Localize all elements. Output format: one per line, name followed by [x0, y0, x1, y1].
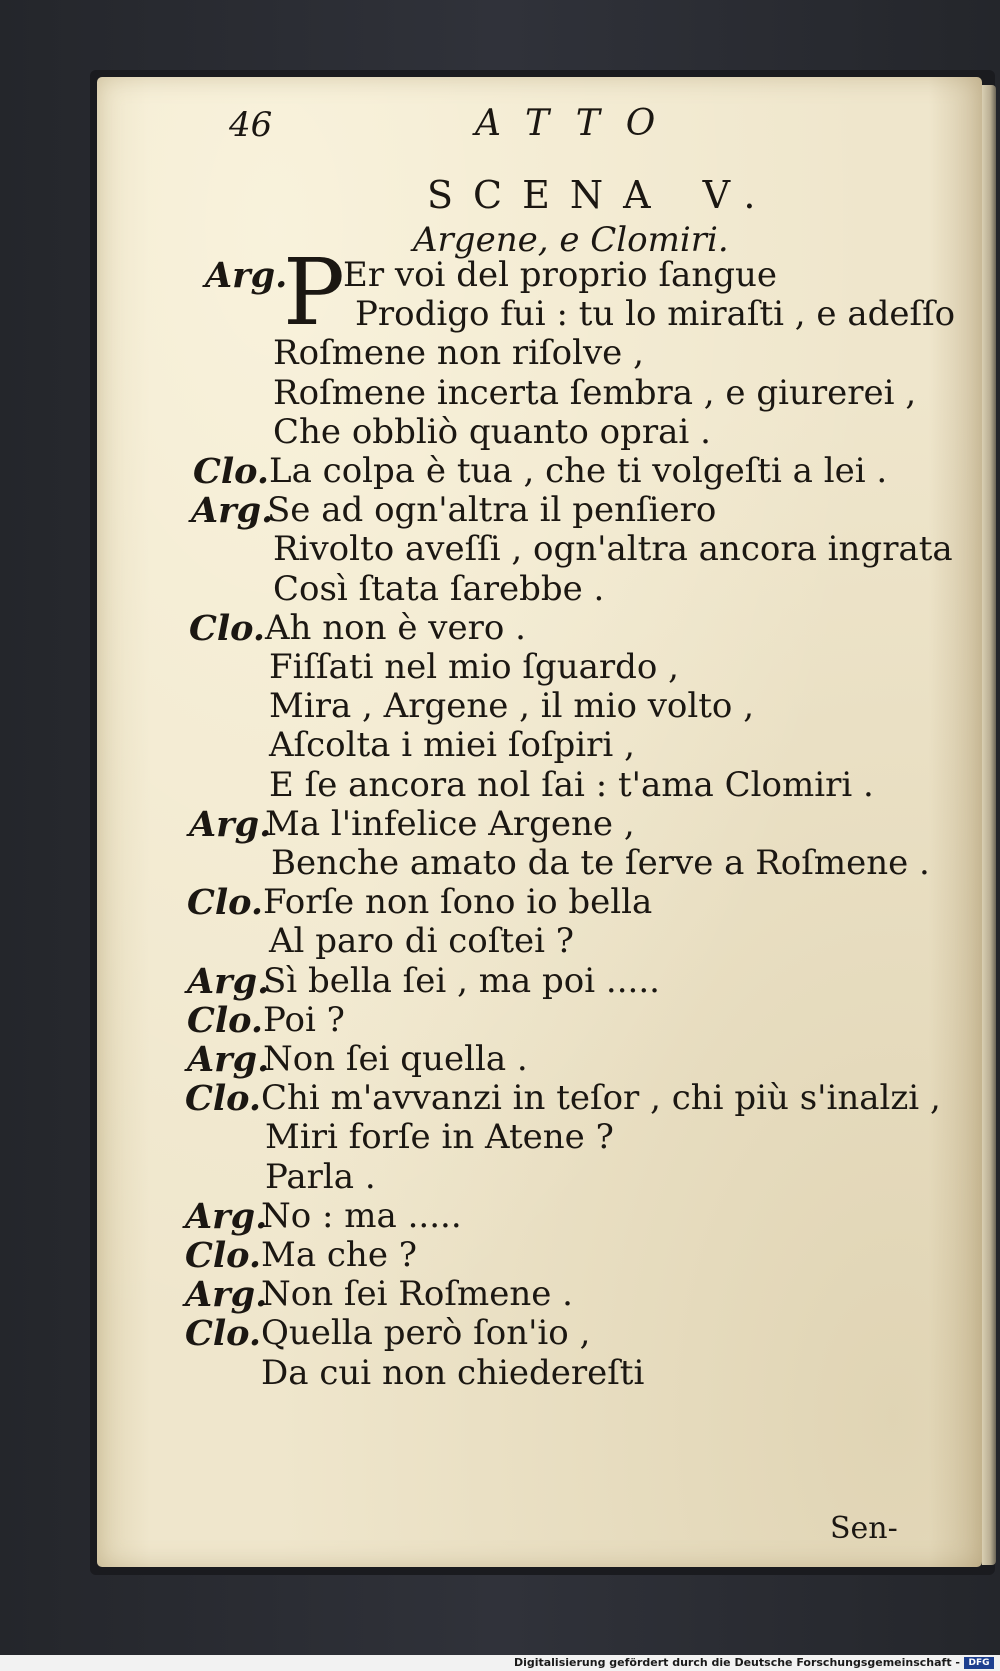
verse-line: Chi m'avvanzi in teſor , chi più s'inalzi , [261, 1078, 941, 1119]
running-head: ATTO [475, 103, 682, 144]
verse-line: Er voi del proprio ſangue [343, 255, 777, 295]
footer-bar [0, 1655, 1000, 1671]
speaker-label: Arg. [185, 1195, 268, 1237]
speaker-label: Clo. [187, 999, 264, 1041]
scene-characters: Argene, e Clomiri. [413, 220, 729, 260]
speaker-label: Arg. [187, 960, 270, 1002]
verse-line: Non ſei Roſmene . [261, 1274, 573, 1315]
verse-line: Che obbliò quanto oprai . [273, 411, 711, 452]
verse-line: E ſe ancora nol ſai : t'ama Clomiri . [269, 764, 874, 805]
page-edge [982, 85, 996, 1565]
catchword: Sen- [830, 1511, 898, 1546]
verse-line: No : ma ..... [261, 1195, 462, 1236]
speaker-label: Clo. [185, 1313, 262, 1355]
verse-line: Così ſtata ſarebbe . [273, 568, 605, 609]
verse-line: Miri forſe in Atene ? [265, 1117, 614, 1158]
verse-line: Aſcolta i miei ſoſpiri , [269, 725, 635, 766]
verse-line: Da cui non chiedereſti [261, 1352, 645, 1393]
verse-line: Sì bella ſei , ma poi ..... [263, 960, 660, 1001]
verse-line: Ah non è vero . [265, 607, 526, 648]
verse-line: Forſe non ſono io bella [263, 882, 653, 923]
speaker-label: Clo. [185, 1235, 262, 1276]
verse-line: Benche amato da te ſerve a Roſmene . [271, 843, 930, 883]
footer-credit: Digitalisierung gefördert durch die Deutsche Forschungsgemeinschaft - [513, 1656, 960, 1669]
verse-line: Roſmene incerta ſembra , e giurerei , [273, 372, 917, 413]
speaker-label: Arg. [185, 1274, 268, 1316]
verse-line: Mira , Argene , il mio volto , [269, 686, 755, 727]
verse-line: Non ſei quella . [263, 1039, 528, 1079]
verse-line: Al paro di coſtei ? [269, 921, 575, 962]
verse-line: Roſmene non riſolve , [273, 333, 644, 374]
verse-line: Prodigo fui : tu lo miraſti , e adeſſo [355, 294, 956, 335]
speaker-label: Arg. [187, 1039, 270, 1080]
verse-line: Ma l'infelice Argene , [265, 803, 635, 844]
verse-line: Fiſſati nel mio ſguardo , [269, 647, 679, 687]
verse-line: Quella però ſon'io , [261, 1313, 591, 1354]
verse-line: Se ad ogn'altra il penſiero [267, 490, 717, 531]
verse-line: La colpa è tua , che ti volgeſti a lei . [269, 451, 888, 491]
scene-title: SCENA V. [427, 173, 776, 217]
page-number: 46 [229, 105, 273, 145]
speaker-label: Clo. [189, 607, 266, 649]
verse-line: Parla . [265, 1156, 376, 1197]
verse-line: Rivolto aveſſi , ogn'altra ancora ingrata [273, 529, 953, 570]
speaker-label: Arg. [189, 803, 272, 845]
dfg-logo: DFG [964, 1657, 994, 1669]
speaker-label: Clo. [193, 451, 270, 492]
verse-line: Ma che ? [261, 1235, 417, 1275]
verse-line: Poi ? [263, 999, 345, 1040]
speaker-label: Clo. [187, 882, 264, 924]
speaker-label: Arg. [205, 255, 288, 296]
speaker-label: Arg. [191, 490, 274, 532]
speaker-label: Clo. [185, 1078, 262, 1120]
drop-cap: P [283, 239, 345, 346]
book-page [97, 77, 982, 1567]
